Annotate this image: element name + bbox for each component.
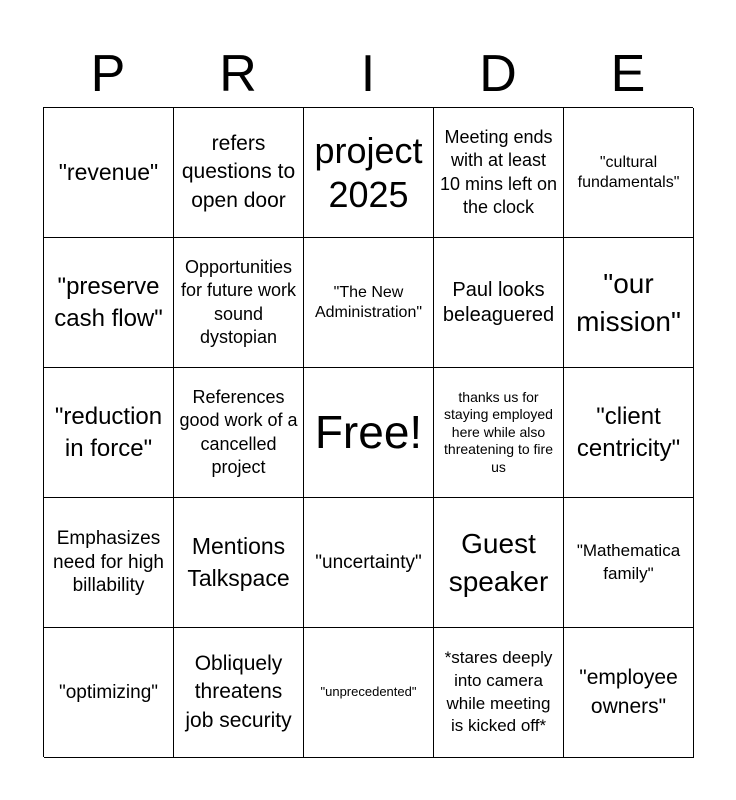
bingo-cell[interactable]	[44, 628, 174, 758]
bingo-cell[interactable]	[44, 108, 174, 238]
bingo-cell-text: refers questions to open door	[181, 131, 296, 212]
bingo-cell-text: Emphasizes need for high billability	[53, 527, 164, 597]
bingo-cell[interactable]	[174, 628, 304, 758]
bingo-cell[interactable]	[174, 238, 304, 368]
bingo-cell[interactable]	[174, 108, 304, 238]
header-letter-d: D	[479, 45, 517, 103]
header-letter-p: P	[90, 45, 126, 103]
bingo-cell[interactable]	[304, 238, 434, 368]
bingo-cell-text: Opportunities for future work sound dystopian	[180, 256, 297, 347]
header-letter-i: I	[360, 45, 376, 103]
bingo-cell[interactable]	[174, 498, 304, 628]
bingo-cell[interactable]	[434, 368, 564, 498]
bingo-header	[43, 40, 693, 108]
bingo-cell[interactable]	[564, 238, 694, 368]
bingo-cell[interactable]	[434, 628, 564, 758]
bingo-cell-text: thanks us for staying employed here while also threatening to fire us	[444, 388, 553, 475]
bingo-cell[interactable]	[434, 498, 564, 628]
bingo-cell[interactable]	[434, 238, 564, 368]
bingo-grid	[43, 107, 693, 757]
bingo-cell-text: "employee owners"	[579, 666, 678, 718]
bingo-cell[interactable]	[174, 368, 304, 498]
free-space-cell[interactable]	[304, 368, 434, 498]
bingo-cell[interactable]	[564, 628, 694, 758]
header-letter-e: E	[610, 45, 646, 103]
bingo-cell-text: "reduction in force"	[54, 403, 163, 462]
bingo-cell-text: "our mission"	[576, 267, 681, 337]
bingo-cell[interactable]	[304, 108, 434, 238]
bingo-cell-text: "unprecedented"	[320, 684, 417, 700]
bingo-cell-text: project 2025	[314, 130, 423, 215]
bingo-cell[interactable]	[304, 498, 434, 628]
bingo-cell-text: "The New Administration"	[314, 284, 423, 321]
bingo-cell-text: Meeting ends with at least 10 mins left on the clock	[439, 126, 558, 217]
bingo-cell[interactable]	[44, 238, 174, 368]
bingo-cell-text: "Mathematica family"	[576, 540, 681, 583]
bingo-cell-text: Mentions Talkspace	[187, 533, 290, 591]
bingo-cell-text: References good work of a cancelled project	[179, 386, 298, 477]
bingo-cell-text: "uncertainty"	[315, 551, 422, 573]
free-space-text: Free!	[314, 406, 423, 459]
bingo-cell[interactable]	[564, 108, 694, 238]
bingo-cell-text: "preserve cash flow"	[54, 273, 163, 332]
bingo-cell-text: *stares deeply into camera while meeting is kicked off*	[444, 647, 553, 736]
bingo-cell-text: Paul looks beleaguered	[442, 278, 555, 326]
bingo-cell[interactable]	[564, 368, 694, 498]
bingo-cell[interactable]	[304, 628, 434, 758]
bingo-cell-text: Obliquely threatens job security	[185, 651, 292, 732]
bingo-cell-text: "revenue"	[58, 158, 159, 185]
bingo-cell[interactable]	[434, 108, 564, 238]
bingo-cell-text: "optimizing"	[58, 681, 159, 703]
bingo-cell-text: "cultural fundamentals"	[577, 154, 680, 191]
bingo-cell[interactable]	[44, 368, 174, 498]
bingo-cell[interactable]	[564, 498, 694, 628]
bingo-cell[interactable]	[44, 498, 174, 628]
bingo-cell-text: Guest speaker	[448, 527, 549, 597]
bingo-cell-text: "client centricity"	[576, 403, 681, 462]
header-letter-r: R	[219, 45, 257, 103]
